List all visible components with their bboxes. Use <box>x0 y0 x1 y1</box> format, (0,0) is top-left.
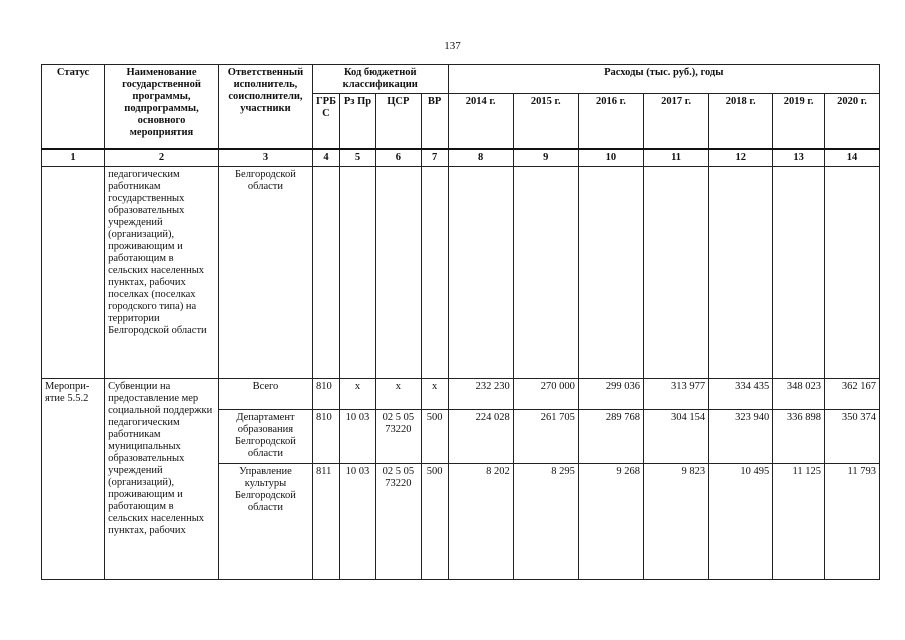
header-name: Наименование государственной программы, подпрограммы, основного мероприятия <box>105 65 219 149</box>
row-grbs: 810 <box>313 378 340 409</box>
col-number: 2 <box>105 149 219 167</box>
header-year-2015: 2015 г. <box>513 94 578 149</box>
empty-cell <box>218 523 312 579</box>
row-value-2016: 9 268 <box>578 463 643 523</box>
row-rzpr: 10 03 <box>339 463 375 523</box>
continuation-name: педагогическим работникам государственных образовательных учреждений (организаций), проживающим и работающим в сельских населенных пунктах, рабочих поселках (поселках городского типа) на территории Белгородской области <box>105 166 219 378</box>
empty-cell <box>825 523 880 579</box>
row-csr: 02 5 05 73220 <box>376 463 422 523</box>
col-number: 9 <box>513 149 578 167</box>
empty-cell <box>339 523 375 579</box>
empty-cell <box>578 523 643 579</box>
row-vr: х <box>421 378 448 409</box>
row-value-2014: 8 202 <box>448 463 513 523</box>
header-rzpr: Рз Пр <box>339 94 375 149</box>
header-year-2020: 2020 г. <box>825 94 880 149</box>
empty-cell <box>709 166 773 378</box>
empty-cell <box>376 523 422 579</box>
empty-cell <box>513 523 578 579</box>
empty-cell <box>578 166 643 378</box>
header-row-1 <box>42 65 880 94</box>
row-responsible: Департамент образования Белгородской области <box>218 409 312 463</box>
empty-cell <box>709 523 773 579</box>
row-responsible: Всего <box>218 378 312 409</box>
header-year-2014: 2014 г. <box>448 94 513 149</box>
empty-cell <box>448 166 513 378</box>
table-row <box>42 378 880 409</box>
row-value-2020: 11 793 <box>825 463 880 523</box>
empty-cell <box>644 523 709 579</box>
continuation-row <box>42 166 880 378</box>
col-number: 14 <box>825 149 880 167</box>
header-status: Статус <box>42 65 105 149</box>
row-value-2017: 313 977 <box>644 378 709 409</box>
header-year-2018: 2018 г. <box>709 94 773 149</box>
row-value-2018: 323 940 <box>709 409 773 463</box>
column-number-row <box>42 149 880 167</box>
continuation-status-cell <box>42 166 105 378</box>
empty-cell <box>339 166 375 378</box>
header-vr: ВР <box>421 94 448 149</box>
empty-cell <box>313 523 340 579</box>
empty-cell <box>376 166 422 378</box>
row-value-2018: 10 495 <box>709 463 773 523</box>
row-value-2016: 289 768 <box>578 409 643 463</box>
header-expenses: Расходы (тыс. руб.), годы <box>448 65 879 94</box>
col-number: 1 <box>42 149 105 167</box>
col-number: 6 <box>376 149 422 167</box>
col-number: 8 <box>448 149 513 167</box>
header-year-2017: 2017 г. <box>644 94 709 149</box>
row-rzpr: 10 03 <box>339 409 375 463</box>
col-number: 3 <box>218 149 312 167</box>
header-csr: ЦСР <box>376 94 422 149</box>
row-value-2018: 334 435 <box>709 378 773 409</box>
empty-cell <box>513 166 578 378</box>
empty-cell <box>825 166 880 378</box>
row-value-2015: 8 295 <box>513 463 578 523</box>
col-number: 7 <box>421 149 448 167</box>
header-year-2016: 2016 г. <box>578 94 643 149</box>
empty-cell <box>644 166 709 378</box>
empty-cell <box>773 166 825 378</box>
empty-cell <box>421 166 448 378</box>
col-number: 11 <box>644 149 709 167</box>
row-value-2019: 11 125 <box>773 463 825 523</box>
row-value-2019: 336 898 <box>773 409 825 463</box>
row-grbs: 811 <box>313 463 340 523</box>
header-responsible: Ответственный исполнитель, соисполнители, участники <box>218 65 312 149</box>
row-value-2014: 232 230 <box>448 378 513 409</box>
measure-name: Субвенции на предоставление мер социальной поддержки педагогическим работникам муниципальных образовательных учреждений (организаций), проживающим и работающим в сельских населенных пунктах, рабочих <box>105 378 219 579</box>
empty-cell <box>313 166 340 378</box>
page-number: 137 <box>444 40 461 52</box>
row-value-2017: 304 154 <box>644 409 709 463</box>
col-number: 13 <box>773 149 825 167</box>
col-number: 5 <box>339 149 375 167</box>
empty-cell <box>773 523 825 579</box>
row-grbs: 810 <box>313 409 340 463</box>
row-value-2015: 261 705 <box>513 409 578 463</box>
col-number: 4 <box>313 149 340 167</box>
row-csr: х <box>376 378 422 409</box>
measure-status: Меропри-ятие 5.5.2 <box>42 378 105 579</box>
row-vr: 500 <box>421 409 448 463</box>
row-value-2020: 350 374 <box>825 409 880 463</box>
col-number: 10 <box>578 149 643 167</box>
continuation-responsible: Белгородской области <box>218 166 312 378</box>
budget-table <box>41 64 880 580</box>
row-value-2020: 362 167 <box>825 378 880 409</box>
header-year-2019: 2019 г. <box>773 94 825 149</box>
header-budget-code: Код бюджетной классификации <box>313 65 449 94</box>
row-csr: 02 5 05 73220 <box>376 409 422 463</box>
row-responsible: Управление культуры Белгородской области <box>218 463 312 523</box>
row-rzpr: х <box>339 378 375 409</box>
row-value-2017: 9 823 <box>644 463 709 523</box>
row-value-2016: 299 036 <box>578 378 643 409</box>
row-value-2014: 224 028 <box>448 409 513 463</box>
empty-cell <box>448 523 513 579</box>
row-vr: 500 <box>421 463 448 523</box>
empty-cell <box>421 523 448 579</box>
header-grbs: ГРБ С <box>313 94 340 149</box>
row-value-2015: 270 000 <box>513 378 578 409</box>
col-number: 12 <box>709 149 773 167</box>
row-value-2019: 348 023 <box>773 378 825 409</box>
